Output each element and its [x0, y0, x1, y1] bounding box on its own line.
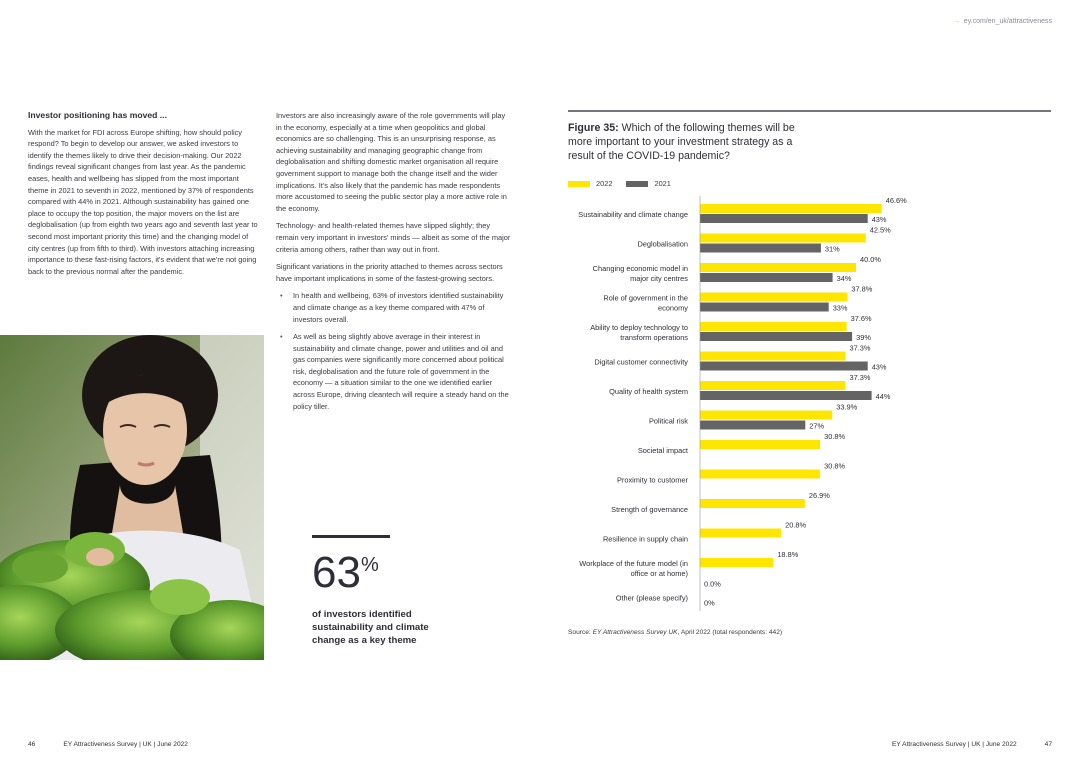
- paragraph: With the market for FDI across Europe shifting, how should policy respond? To begin to develop our answer, we asked investors to identify the themes likely to drive their decision-making. Our 2022 findings reveal significant changes from last year. As the pandemic eases, health and wellbeing has slipped from the most important theme in 2021 to seventh in 2022, mentioned by 37% of respondents compared with 44% in 2021. Although sustainability has gained one place to occupy the top position, the major movers on the list are deglobalisation (up from eighth two years ago and seventh last year to second most important priority this time) and the changing model of city centres (up from fifth to third). With investors attaching increasing importance to these fast-rising factors, it's evident that we're not going back to the previous normal after the pandemic.: [28, 127, 258, 276]
- bar-2022: [700, 204, 882, 213]
- paragraph: Technology- and health-related themes have slipped slightly; they remain very important in investors' minds — albeit as some of the major criteria among others, rather than way out in front.: [276, 221, 511, 254]
- data-label-2022: 37.8%: [851, 284, 873, 294]
- category-label: Deglobalisation: [637, 239, 688, 249]
- category-label: Ability to deploy technology to: [590, 323, 688, 332]
- stat-callout: [312, 535, 462, 648]
- category-label: Societal impact: [637, 446, 688, 455]
- legend-swatch-2021: [626, 181, 648, 187]
- data-label-2021: 31%: [824, 244, 840, 254]
- figure-question: Which of the following themes will be more important to your investment strategy as a result of the COVID-19 pandemic?: [568, 122, 795, 163]
- data-label-2021: 39%: [856, 333, 871, 342]
- source-prefix: Source:: [568, 629, 593, 636]
- bar-2021: [700, 391, 872, 400]
- page-number-right: 47: [1044, 741, 1052, 748]
- data-label-2022: 18.8%: [777, 550, 799, 559]
- data-label-2021: 44%: [875, 392, 891, 401]
- category-label: Political risk: [648, 416, 688, 426]
- bar-2021: [700, 273, 833, 282]
- footer-left-text: EY Attractiveness Survey | UK | June 2022: [63, 741, 188, 748]
- category-label: major city centres: [630, 274, 688, 283]
- bar-chart: [560, 196, 960, 616]
- bar-2021: [700, 214, 868, 223]
- data-label-2022: 37.6%: [850, 314, 872, 323]
- footer-left: [28, 741, 188, 748]
- bar-2022: [700, 263, 856, 272]
- source-suffix: , April 2022 (total respondents: 442): [677, 629, 783, 636]
- figure-source: [568, 629, 782, 636]
- stat-value: 63: [312, 548, 361, 597]
- legend-item-2021: [626, 179, 670, 188]
- data-label-2022: 20.8%: [785, 520, 807, 530]
- bar-2021: [700, 332, 852, 341]
- data-label-2022: 30.8%: [824, 432, 846, 441]
- category-label: Proximity to customer: [616, 475, 688, 485]
- data-label-2021: 27%: [809, 421, 825, 431]
- header-link-text: ey.com/en_uk/attractiveness: [963, 18, 1052, 25]
- paragraph: Significant variations in the priority attached to themes across sectors have important implications in some of the fastest-growing sectors.: [276, 262, 503, 283]
- category-label: Sustainability and climate change: [578, 210, 688, 219]
- data-label-2022: 26.9%: [808, 491, 830, 500]
- chart-legend: [568, 179, 685, 188]
- data-label-2021: 43%: [871, 362, 887, 372]
- text-column-middle: [276, 110, 512, 418]
- data-label-2022: 37.3%: [849, 343, 871, 353]
- footer-right-text: EY Attractiveness Survey | UK | June 2022: [892, 741, 1017, 748]
- bar-2022: [700, 440, 820, 449]
- bar-2021: [700, 303, 829, 312]
- category-label: office or at home): [630, 569, 688, 578]
- bar-2022: [700, 499, 805, 508]
- data-label-2022: 42.5%: [869, 225, 891, 235]
- data-label-2021: 43%: [871, 215, 887, 224]
- source-name: EY Attractiveness Survey UK: [592, 629, 678, 636]
- stat-caption: of investors identified sustainability and climate change as a key theme: [312, 609, 429, 647]
- bar-2022: [700, 529, 781, 538]
- legend-swatch-2022: [568, 181, 590, 187]
- photo-illustration: [0, 335, 264, 660]
- category-label: economy: [658, 303, 688, 313]
- legend-label-2022: 2022: [596, 179, 613, 188]
- arrow-right-icon: →: [951, 15, 961, 25]
- paragraph: Investors are also increasingly aware of the role governments will play in the economy, especially at a time when geopolitics and global economics are so challenging. This is an unsurprising response, as achieving sustainability and managing geographic change from deglobalisation and shifting domestic market organisation all require government support to manage both the change itself and the wider implications. It's also likely that the pandemic has made respondents more accustomed to seeing the public sector play a more active role in the economy.: [276, 111, 507, 213]
- legend-item-2022: [568, 179, 612, 188]
- bar-2022: [700, 322, 847, 331]
- bullet-item: • In health and wellbeing, 63% of investors identified sustainability and climate change as a key theme compared with 47% of investors overall.: [276, 290, 512, 325]
- data-label-2022: 0.0%: [704, 579, 721, 589]
- photo-woman-with-plants: [0, 335, 264, 660]
- bullet-item: • As well as being slightly above average in their interest in sustainability and climate change, power and utilities and oil and gas companies were significantly more concerned about political risk, deglobalisation and the future role of government in the economy — a situation similar to the one we identified earlier across Europe, driving cleantech will require a steady hand on the policy tiller.: [276, 331, 512, 412]
- category-label: Role of government in the: [603, 293, 688, 303]
- category-label: Resilience in supply chain: [602, 534, 688, 544]
- bar-2022: [700, 470, 820, 479]
- category-label: Other (please specify): [615, 593, 688, 603]
- bar-2022: [700, 381, 845, 390]
- page-number-left: 46: [28, 741, 36, 748]
- bar-2021: [700, 421, 805, 430]
- footer-right: [892, 741, 1052, 748]
- header-link[interactable]: [952, 15, 1052, 25]
- data-label-2021: 0%: [704, 598, 715, 608]
- bar-2022: [700, 293, 847, 302]
- category-label: Digital customer connectivity: [594, 357, 688, 367]
- category-label: Strength of governance: [611, 505, 688, 514]
- figure-title: [568, 121, 818, 164]
- data-label-2022: 30.8%: [824, 461, 846, 471]
- bar-2022: [700, 558, 773, 567]
- data-label-2022: 33.9%: [836, 402, 858, 412]
- stat-percent-sign: %: [360, 554, 379, 576]
- bar-2022: [700, 352, 845, 361]
- data-label-2022: 46.6%: [885, 196, 907, 205]
- bar-2022: [700, 411, 832, 420]
- bar-2021: [700, 244, 821, 253]
- category-label: Quality of health system: [609, 387, 688, 396]
- figure-label: Figure 35:: [568, 122, 619, 134]
- legend-label-2021: 2021: [654, 179, 671, 188]
- stat-rule: [312, 535, 390, 538]
- section-heading: Investor positioning has moved ...: [28, 110, 167, 120]
- category-label: Workplace of the future model (in: [579, 559, 688, 568]
- data-label-2022: 37.3%: [849, 373, 871, 382]
- data-label-2022: 40.0%: [860, 255, 881, 264]
- category-label: Changing economic model in: [592, 264, 688, 273]
- figure-top-rule: [568, 110, 1051, 112]
- bar-2021: [700, 362, 868, 371]
- bar-2022: [700, 234, 866, 243]
- category-label: transform operations: [620, 333, 688, 342]
- data-label-2021: 34%: [836, 274, 852, 283]
- stat-number: [312, 550, 462, 596]
- data-label-2021: 33%: [832, 303, 848, 313]
- text-column-left: [28, 110, 260, 283]
- bullet-list: [276, 290, 512, 412]
